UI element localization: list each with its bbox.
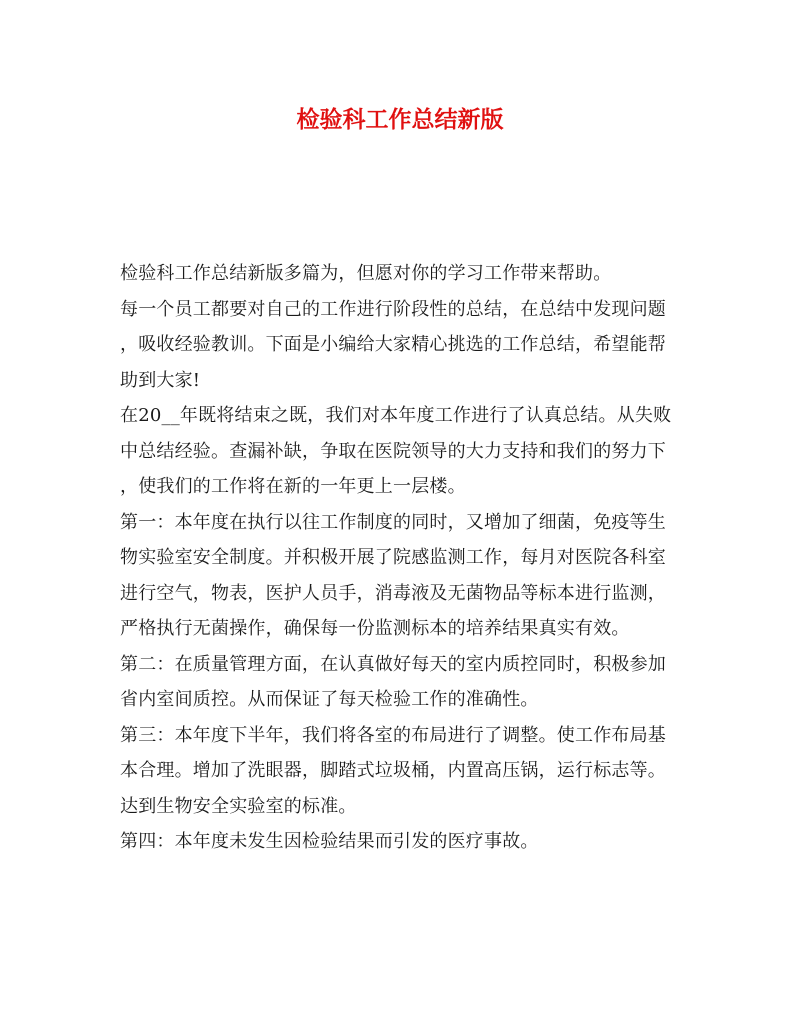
text-line: 每一个员工都要对自己的工作进行阶段性的总结，在总结中发现问题 [120,298,666,320]
text-line: 检验科工作总结新版多篇为，但愿对你的学习工作带来帮助。 [120,263,612,284]
text-line: 第三：本年度下半年，我们将各室的布局进行了调整。使工作布局基 [120,724,666,746]
text-line: 第一：本年度在执行以往工作制度的同时，又增加了细菌，免疫等生 [120,511,666,533]
text-line: 助到大家! [120,369,201,391]
text-line: 进行空气，物表，医护人员手，消毒液及无菌物品等标本进行监测， [120,582,666,604]
text-line: 在20__年既将结束之既，我们对本年度工作进行了认真总结。从失败 [120,405,672,426]
document-title: 检验科工作总结新版 [296,106,504,133]
text-line: ，使我们的工作将在新的一年更上一层楼。 [120,476,466,497]
text-line: 省内室间质控。从而保证了每天检验工作的准确性。 [120,689,539,710]
text-line: ，吸收经验教训。下面是小编给大家精心挑选的工作总结，希望能帮 [120,334,666,355]
document-body [120,256,685,860]
text-line: 严格执行无菌操作，确保每一份监测标本的培养结果真实有效。 [120,618,630,639]
text-line: 中总结经验。查漏补缺，争取在医院领导的大力支持和我们的努力下 [120,440,666,462]
text-line: 本合理。增加了洗眼器，脚踏式垃圾桶，内置高压锅，运行标志等。 [120,760,666,781]
text-line: 第二：在质量管理方面，在认真做好每天的室内质控同时，积极参加 [120,653,666,675]
text-line: 达到生物安全实验室的标准。 [120,795,357,817]
text-line: 第四：本年度未发生因检验结果而引发的医疗事故。 [120,831,539,852]
text-line: 物实验室安全制度。并积极开展了院感监测工作，每月对医院各科室 [120,547,666,568]
